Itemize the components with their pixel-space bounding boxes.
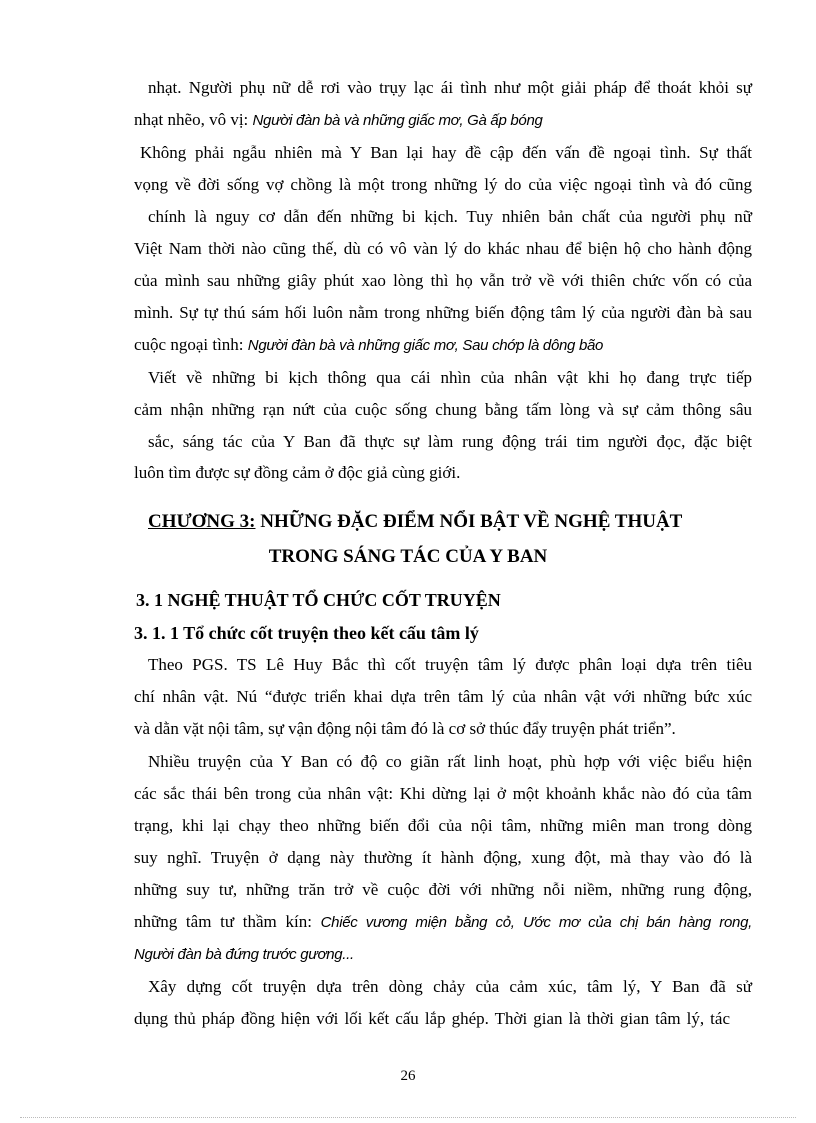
- line-text: Xây dựng cốt truyện dựa trên dòng chảy của cảm xúc, tâm lý, Y Ban đã sử: [148, 977, 752, 996]
- chapter-title: TRONG SÁNG TÁC CỦA Y BAN: [268, 546, 548, 567]
- page-bottom-divider: [20, 1117, 796, 1118]
- text-line: [134, 238, 752, 260]
- work-title: Người đàn bà đứng trước gương...: [134, 946, 354, 963]
- line-text: luôn tìm được sự đồng cảm ở độc giả cùng giới.: [134, 463, 461, 482]
- work-title: Chiếc vương miện bằng cỏ, Ước mơ của chị bán hàng rong,: [320, 914, 752, 931]
- line-text: cảm nhận những rạn nứt của cuộc sống chung bằng tấm lòng và sự cảm thông sâu: [134, 400, 752, 419]
- text-line: [134, 911, 752, 934]
- line-text: sắc, sáng tác của Y Ban đã thực sự làm rung động trái tim người đọc, đặc biệt: [148, 432, 752, 451]
- text-line: [148, 654, 752, 676]
- subsection-heading: [134, 621, 479, 645]
- text-line: [134, 1008, 730, 1030]
- work-title: Người đàn bà và những giấc mơ, Sau chớp là dông bão: [247, 337, 604, 354]
- text-line: [134, 462, 752, 484]
- text-line: [148, 751, 752, 773]
- line-text: nhạt nhẽo, vô vị:: [134, 110, 253, 129]
- section-heading: [136, 588, 501, 612]
- line-text: nhạt. Người phụ nữ dễ rơi vào trụy lạc ái tình như một giải pháp để thoát khỏi sự: [148, 78, 752, 97]
- line-text: Viết về những bi kịch thông qua cái nhìn của nhân vật khi họ đang trực tiếp: [148, 368, 752, 387]
- line-text: chính là nguy cơ dẫn đến những bi kịch. Tuy nhiên bản chất của người phụ nữ: [148, 207, 752, 226]
- line-text: Nhiều truyện của Y Ban có độ co giãn rất linh hoạt, phù hợp với việc biểu hiện: [148, 752, 752, 771]
- line-text: suy nghĩ. Truyện ở dạng này thường ít hành động, xung đột, mà thay vào đó là: [134, 848, 752, 867]
- work-title: Người đàn bà và những giấc mơ, Gà ấp bóng: [252, 112, 543, 129]
- line-text: của mình sau những giây phút xao lòng thì họ vẫn trở về với thiên chức vốn có của: [134, 271, 752, 290]
- text-line: [134, 943, 752, 966]
- line-text: các sắc thái bên trong của nhân vật: Khi dừng lại ở một khoảnh khắc nào đó của tâm: [134, 784, 752, 803]
- text-line: [134, 847, 752, 869]
- line-text: mình. Sự tự thú sám hối luôn nằm trong những biến động tâm lý của người đàn bà sau: [134, 303, 752, 322]
- line-text: Không phải ngẫu nhiên mà Y Ban lại hay đề cập đến vấn đề ngoại tình. Sự thất: [140, 143, 752, 162]
- text-line: [134, 815, 752, 837]
- line-text: Việt Nam thời nào cũng thế, dù có vô vàn lý do khác nhau để biện hộ cho hành động: [134, 239, 752, 258]
- text-line: [134, 399, 752, 421]
- text-line: [134, 783, 752, 805]
- text-line: [134, 109, 752, 132]
- page-number: 26: [400, 1068, 416, 1084]
- chapter-label: CHƯƠNG 3:: [148, 511, 256, 532]
- text-line: [134, 334, 752, 357]
- line-text: chí nhân vật. Nú “được triển khai dựa trên tâm lý của nhân vật với những bức xúc: [134, 687, 752, 706]
- subsection-title: 3. 1. 1 Tổ chức cốt truyện theo kết cấu tâm lý: [134, 623, 479, 643]
- text-line: [148, 206, 752, 228]
- text-line: [148, 976, 752, 998]
- text-line: [148, 367, 752, 389]
- chapter-heading: [148, 510, 682, 534]
- line-text: dụng thủ pháp đồng hiện với lối kết cấu lắp ghép. Thời gian là thời gian tâm lý, tác: [134, 1009, 730, 1028]
- text-line: [134, 174, 752, 196]
- line-text: những suy tư, những trăn trở về cuộc đời với những nỗi niềm, những rung động,: [134, 880, 752, 899]
- chapter-heading-line2: [0, 545, 816, 569]
- text-line: [134, 718, 752, 740]
- text-line: [134, 302, 752, 324]
- text-line: [148, 431, 752, 453]
- text-line: [134, 686, 752, 708]
- line-text: trạng, khi lại chạy theo những biến đổi của nội tâm, những miên man trong dòng: [134, 816, 752, 835]
- text-line: [140, 142, 752, 164]
- section-title: 3. 1 NGHỆ THUẬT TỔ CHỨC CỐT TRUYỆN: [136, 590, 501, 610]
- line-text: và dằn vặt nội tâm, sự vận động nội tâm đó là cơ sở thúc đẩy truyện phát triển”.: [134, 719, 676, 738]
- text-line: [134, 879, 752, 901]
- line-text: Theo PGS. TS Lê Huy Bắc thì cốt truyện tâm lý được phân loại dựa trên tiêu: [148, 655, 752, 674]
- line-text: cuộc ngoại tình:: [134, 335, 248, 354]
- line-text: vọng về đời sống vợ chồng là một trong những lý do của việc ngoại tình và đó cũng: [134, 175, 752, 194]
- chapter-title: NHỮNG ĐẶC ĐIỂM NỔI BẬT VỀ NGHỆ THUẬT: [255, 511, 683, 532]
- line-text: những tâm tư thầm kín:: [134, 912, 321, 931]
- text-line: [148, 77, 752, 99]
- text-line: [134, 270, 752, 292]
